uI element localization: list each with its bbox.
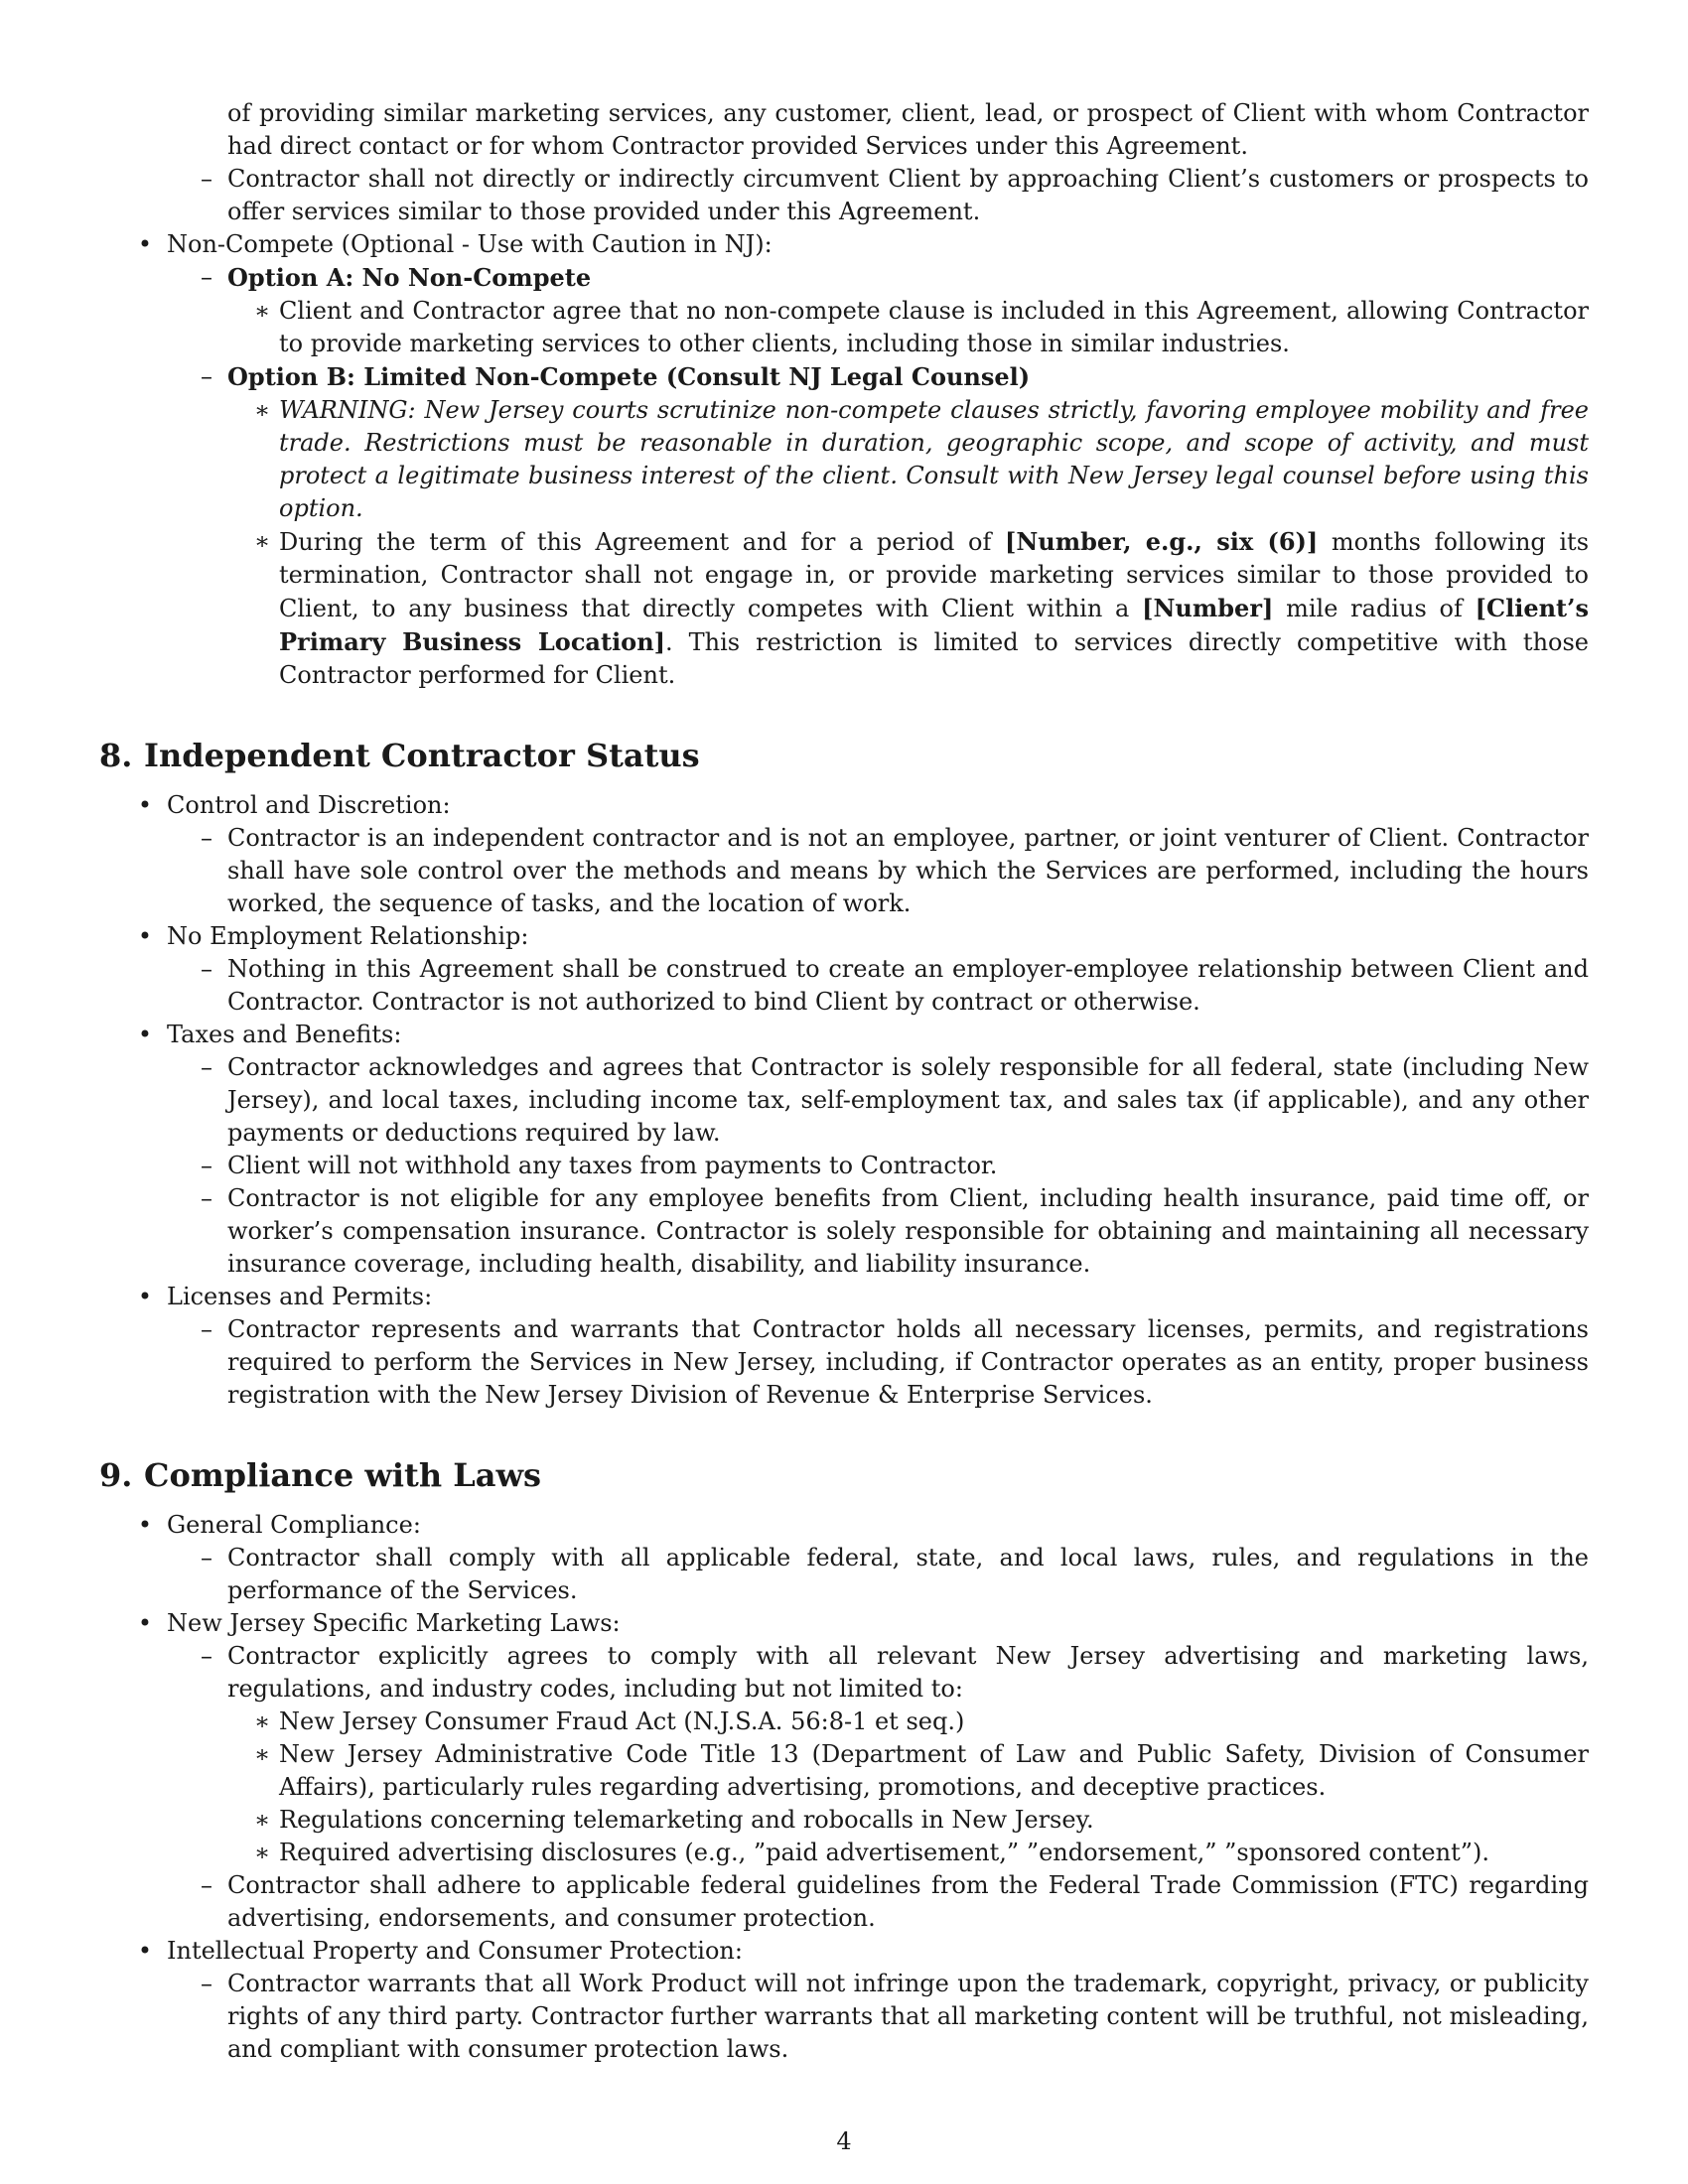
list-item-text: Contractor acknowledges and agrees that Contractor is solely responsible for all federal, state (including New Jersey), and local taxes, including income tax, self-employment tax, and sales tax (if applicable), and any other payments or deductions required by law. — [227, 1053, 1589, 1147]
list-item — [99, 525, 1589, 692]
bullet-marker: • — [137, 1511, 153, 1539]
list-item-text: Contractor explicitly agrees to comply with all relevant New Jersey advertising and marketing laws, regulations, and industry codes, including but not limited to: — [227, 1642, 1589, 1703]
bullet-marker: • — [137, 791, 153, 819]
bullet-marker: • — [137, 1937, 153, 1965]
list-item — [99, 1837, 1589, 1869]
dash-marker: – — [201, 1152, 212, 1179]
list-item — [99, 953, 1589, 1019]
placeholder-location: [Client’s Primary Business Location] — [279, 594, 1589, 656]
list-item — [99, 1051, 1589, 1150]
star-marker: ∗ — [253, 1839, 271, 1866]
list-item-text: Contractor is not eligible for any employee benefits from Client, including health insurance, paid time off, or worker’s compensation insurance. Contractor is solely responsible for obtaining and maintaining all necessary insurance coverage, including health, disability, and liability insurance. — [227, 1184, 1589, 1278]
star-marker: ∗ — [253, 1707, 271, 1735]
bullet-marker: • — [137, 1021, 153, 1048]
dash-marker: – — [201, 1642, 212, 1670]
list-item — [99, 1738, 1589, 1804]
section-number: 9. — [99, 1456, 133, 1494]
dash-marker: – — [201, 1871, 212, 1899]
list-item-label: Licenses and Permits: — [167, 1283, 433, 1310]
list-item — [99, 1706, 1589, 1738]
dash-marker: – — [201, 263, 212, 291]
list-item-text: Contractor shall adhere to applicable federal guidelines from the Federal Trade Commission (FTC) regarding advertising, endorsements, and consumer protection. — [227, 1871, 1589, 1932]
section-number: 8. — [99, 737, 133, 774]
list-item — [99, 295, 1589, 360]
dash-marker: – — [201, 1315, 212, 1343]
bullet-marker: • — [137, 1283, 153, 1310]
list-item — [99, 1607, 1589, 1640]
section-title: Compliance with Laws — [144, 1456, 542, 1494]
list-item — [99, 1019, 1589, 1051]
list-item — [99, 394, 1589, 525]
list-item-text: Regulations concerning telemarketing and robocalls in New Jersey. — [279, 1806, 1094, 1834]
bullet-marker: • — [137, 1609, 153, 1637]
placeholder-radius: [Number] — [1142, 594, 1274, 622]
list-item — [99, 163, 1589, 228]
section-heading — [99, 736, 1589, 775]
dash-marker: – — [201, 1544, 212, 1571]
list-item-text: Client will not withhold any taxes from payments to Contractor. — [227, 1152, 998, 1179]
list-item-label: Non-Compete (Optional - Use with Caution in NJ): — [167, 230, 773, 258]
dash-marker: – — [201, 824, 212, 852]
list-item-text: Contractor shall not directly or indirectly circumvent Client by approaching Client’s customers or prospects to offer services similar to those provided under this Agreement. — [227, 165, 1589, 225]
star-marker: ∗ — [253, 297, 271, 325]
star-marker: ∗ — [253, 396, 271, 424]
list-item-text: New Jersey Administrative Code Title 13 (Department of Law and Public Safety, Division of Consumer Affairs), particularly rules regarding advertising, promotions, and deceptive practices. — [279, 1740, 1589, 1801]
page-number: 4 — [836, 2127, 852, 2155]
list-item — [99, 1640, 1589, 1706]
dash-marker: – — [201, 1970, 212, 1997]
star-marker: ∗ — [253, 1806, 271, 1834]
list-item — [99, 1935, 1589, 1968]
dash-marker: – — [201, 165, 212, 193]
list-item-text: Contractor is an independent contractor and is not an employee, partner, or joint venturer of Client. Contractor shall have sole control over the methods and means by which the Services are performed, including the hours worked, the sequence of tasks, and the location of work. — [227, 824, 1589, 917]
list-item — [99, 1150, 1589, 1182]
list-item-text: Required advertising disclosures (e.g., ”paid advertisement,” ”endorsement,” ”sponsored content”). — [279, 1839, 1489, 1866]
list-item-label: New Jersey Specific Marketing Laws: — [167, 1609, 621, 1637]
list-item — [99, 1313, 1589, 1412]
list-item-text: Contractor warrants that all Work Product will not infringe upon the trademark, copyright, privacy, or publicity rights of any third party. Contractor further warrants that all marketing content will be truthful, not misleading, and compliant with consumer protection laws. — [227, 1970, 1589, 2063]
clause-text-part: months following its termination, Contractor shall not engage in, or provide marketing services similar to those provided to Client, to any business that directly competes with Client within a — [279, 528, 1590, 622]
list-item-text: Contractor represents and warrants that Contractor holds all necessary licenses, permits, and registrations required to perform the Services in New Jersey, including, if Contractor operates as an entity, proper business registration with the New Jersey Division of Revenue & Enterprise Services. — [227, 1315, 1589, 1409]
list-item — [99, 1182, 1589, 1281]
list-item — [99, 261, 1589, 295]
clause-text-part: . This restriction is limited to services directly competitive with those Contractor performed for Client. — [279, 628, 1589, 689]
list-item — [99, 1281, 1589, 1313]
list-item — [99, 789, 1589, 822]
list-item — [99, 1869, 1589, 1935]
list-item-text: Contractor shall comply with all applicable federal, state, and local laws, rules, and regulations in the performance of the Services. — [227, 1544, 1589, 1604]
list-item — [99, 822, 1589, 920]
list-item — [99, 1804, 1589, 1837]
dash-marker: – — [201, 1053, 212, 1081]
list-item — [99, 920, 1589, 953]
star-marker: ∗ — [253, 527, 271, 555]
section-title: Independent Contractor Status — [144, 737, 700, 774]
page-content — [99, 97, 1589, 2066]
dash-marker: – — [201, 1184, 212, 1212]
placeholder-duration: [Number, e.g., six (6)] — [1004, 527, 1319, 556]
option-a-heading: Option A: No Non-Compete — [227, 263, 592, 292]
clause-text-part: During the term of this Agreement and for a period of — [279, 528, 1005, 556]
list-item — [99, 228, 1589, 261]
bullet-marker: • — [137, 230, 153, 258]
section-heading — [99, 1455, 1589, 1495]
list-item-label: General Compliance: — [167, 1511, 421, 1539]
list-item-text: Client and Contractor agree that no non-compete clause is included in this Agreement, allowing Contractor to provide marketing services to other clients, including those in similar industries. — [279, 297, 1589, 357]
dash-marker: – — [201, 955, 212, 983]
continued-clause: of providing similar marketing services, any customer, client, lead, or prospect of Client with whom Contractor had direct contact or for whom Contractor provided Services under this Agreement. — [227, 99, 1589, 160]
warning-text: WARNING: New Jersey courts scrutinize non-compete clauses strictly, favoring employee mobility and free trade. Restrictions must be reasonable in duration, geographic scope, and scope of activity, and must protect a legitimate business interest of the client. Consult with New Jersey legal counsel before using this option. — [279, 396, 1589, 522]
list-item — [99, 1509, 1589, 1542]
list-item — [99, 1542, 1589, 1607]
clause-text-part: mile radius of — [1273, 595, 1476, 622]
bullet-marker: • — [137, 922, 153, 950]
list-item-label: Control and Discretion: — [167, 791, 451, 819]
dash-marker: – — [201, 362, 212, 390]
list-item — [99, 1968, 1589, 2066]
list-item — [99, 360, 1589, 394]
list-item-label: Taxes and Benefits: — [167, 1021, 402, 1048]
list-item-text: Nothing in this Agreement shall be construed to create an employer-employee relationship between Client and Contractor. Contractor is not authorized to bind Client by contract or otherwise. — [227, 955, 1589, 1016]
star-marker: ∗ — [253, 1740, 271, 1768]
list-item-label: Intellectual Property and Consumer Protection: — [167, 1937, 743, 1965]
option-b-heading: Option B: Limited Non-Compete (Consult NJ Legal Counsel) — [227, 362, 1031, 391]
list-item-text: New Jersey Consumer Fraud Act (N.J.S.A. 56:8-1 et seq.) — [279, 1707, 965, 1735]
list-item-label: No Employment Relationship: — [167, 922, 529, 950]
